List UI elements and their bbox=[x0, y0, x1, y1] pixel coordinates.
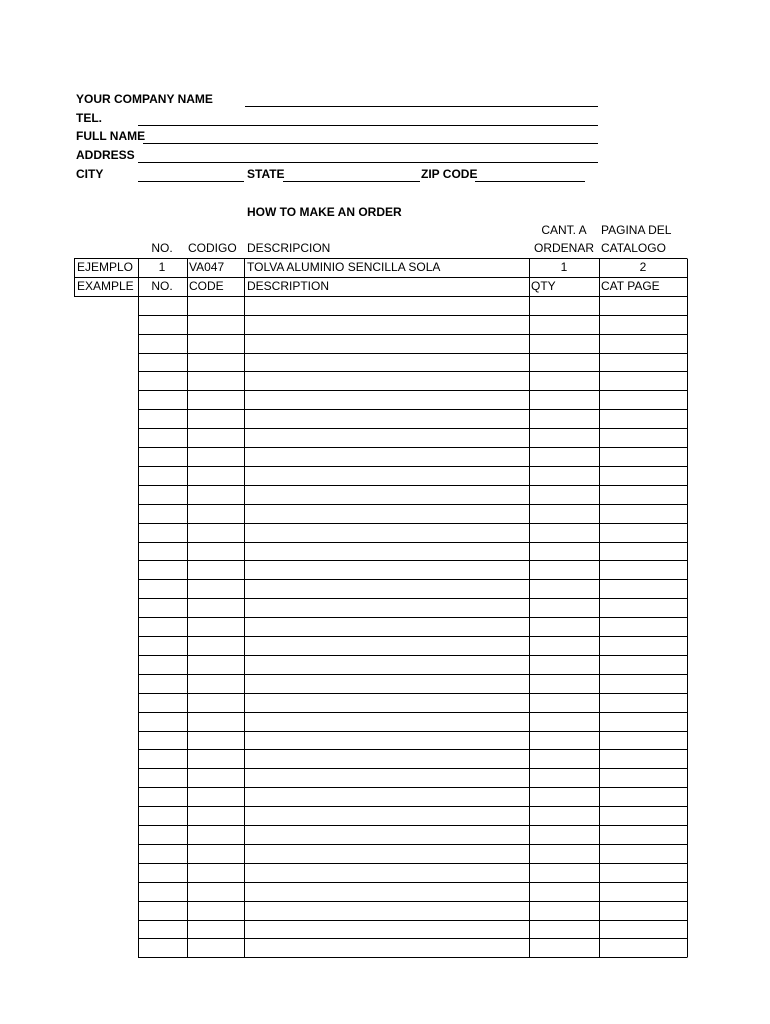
example-row-description: TOLVA ALUMINIO SENCILLA SOLA bbox=[247, 260, 441, 274]
english-row-description: DESCRIPTION bbox=[247, 279, 330, 293]
example-row-qty: 1 bbox=[560, 260, 568, 274]
example-row-code: VA047 bbox=[189, 260, 225, 274]
example-row-page: 2 bbox=[639, 260, 647, 274]
header-cant-line1: CANT. A bbox=[541, 223, 587, 237]
example-row-label: EJEMPLO bbox=[77, 260, 134, 274]
header-descripcion: DESCRIPCION bbox=[247, 241, 331, 255]
header-no: NO. bbox=[151, 241, 173, 255]
address-label: ADDRESS bbox=[76, 148, 135, 162]
zip-code-label: ZIP CODE bbox=[421, 167, 478, 181]
english-row-page: CAT PAGE bbox=[601, 279, 660, 293]
tel-label: TEL. bbox=[76, 111, 102, 125]
header-codigo: CODIGO bbox=[188, 241, 237, 255]
english-row-no: NO. bbox=[151, 279, 173, 293]
english-row-qty: QTY bbox=[531, 279, 556, 293]
header-pagina-line1: PAGINA DEL bbox=[601, 223, 672, 237]
example-row-no: 1 bbox=[158, 260, 166, 274]
state-label: STATE bbox=[247, 167, 285, 181]
english-row-code: CODE bbox=[189, 279, 224, 293]
full-name-label: FULL NAME bbox=[76, 129, 146, 143]
english-row-label: EXAMPLE bbox=[77, 279, 134, 293]
company-name-label: YOUR COMPANY NAME bbox=[76, 92, 213, 106]
header-cant-line2: ORDENAR bbox=[533, 241, 594, 255]
city-label: CITY bbox=[76, 167, 104, 181]
order-title: HOW TO MAKE AN ORDER bbox=[247, 205, 402, 219]
header-pagina-line2: CATALOGO bbox=[601, 241, 666, 255]
